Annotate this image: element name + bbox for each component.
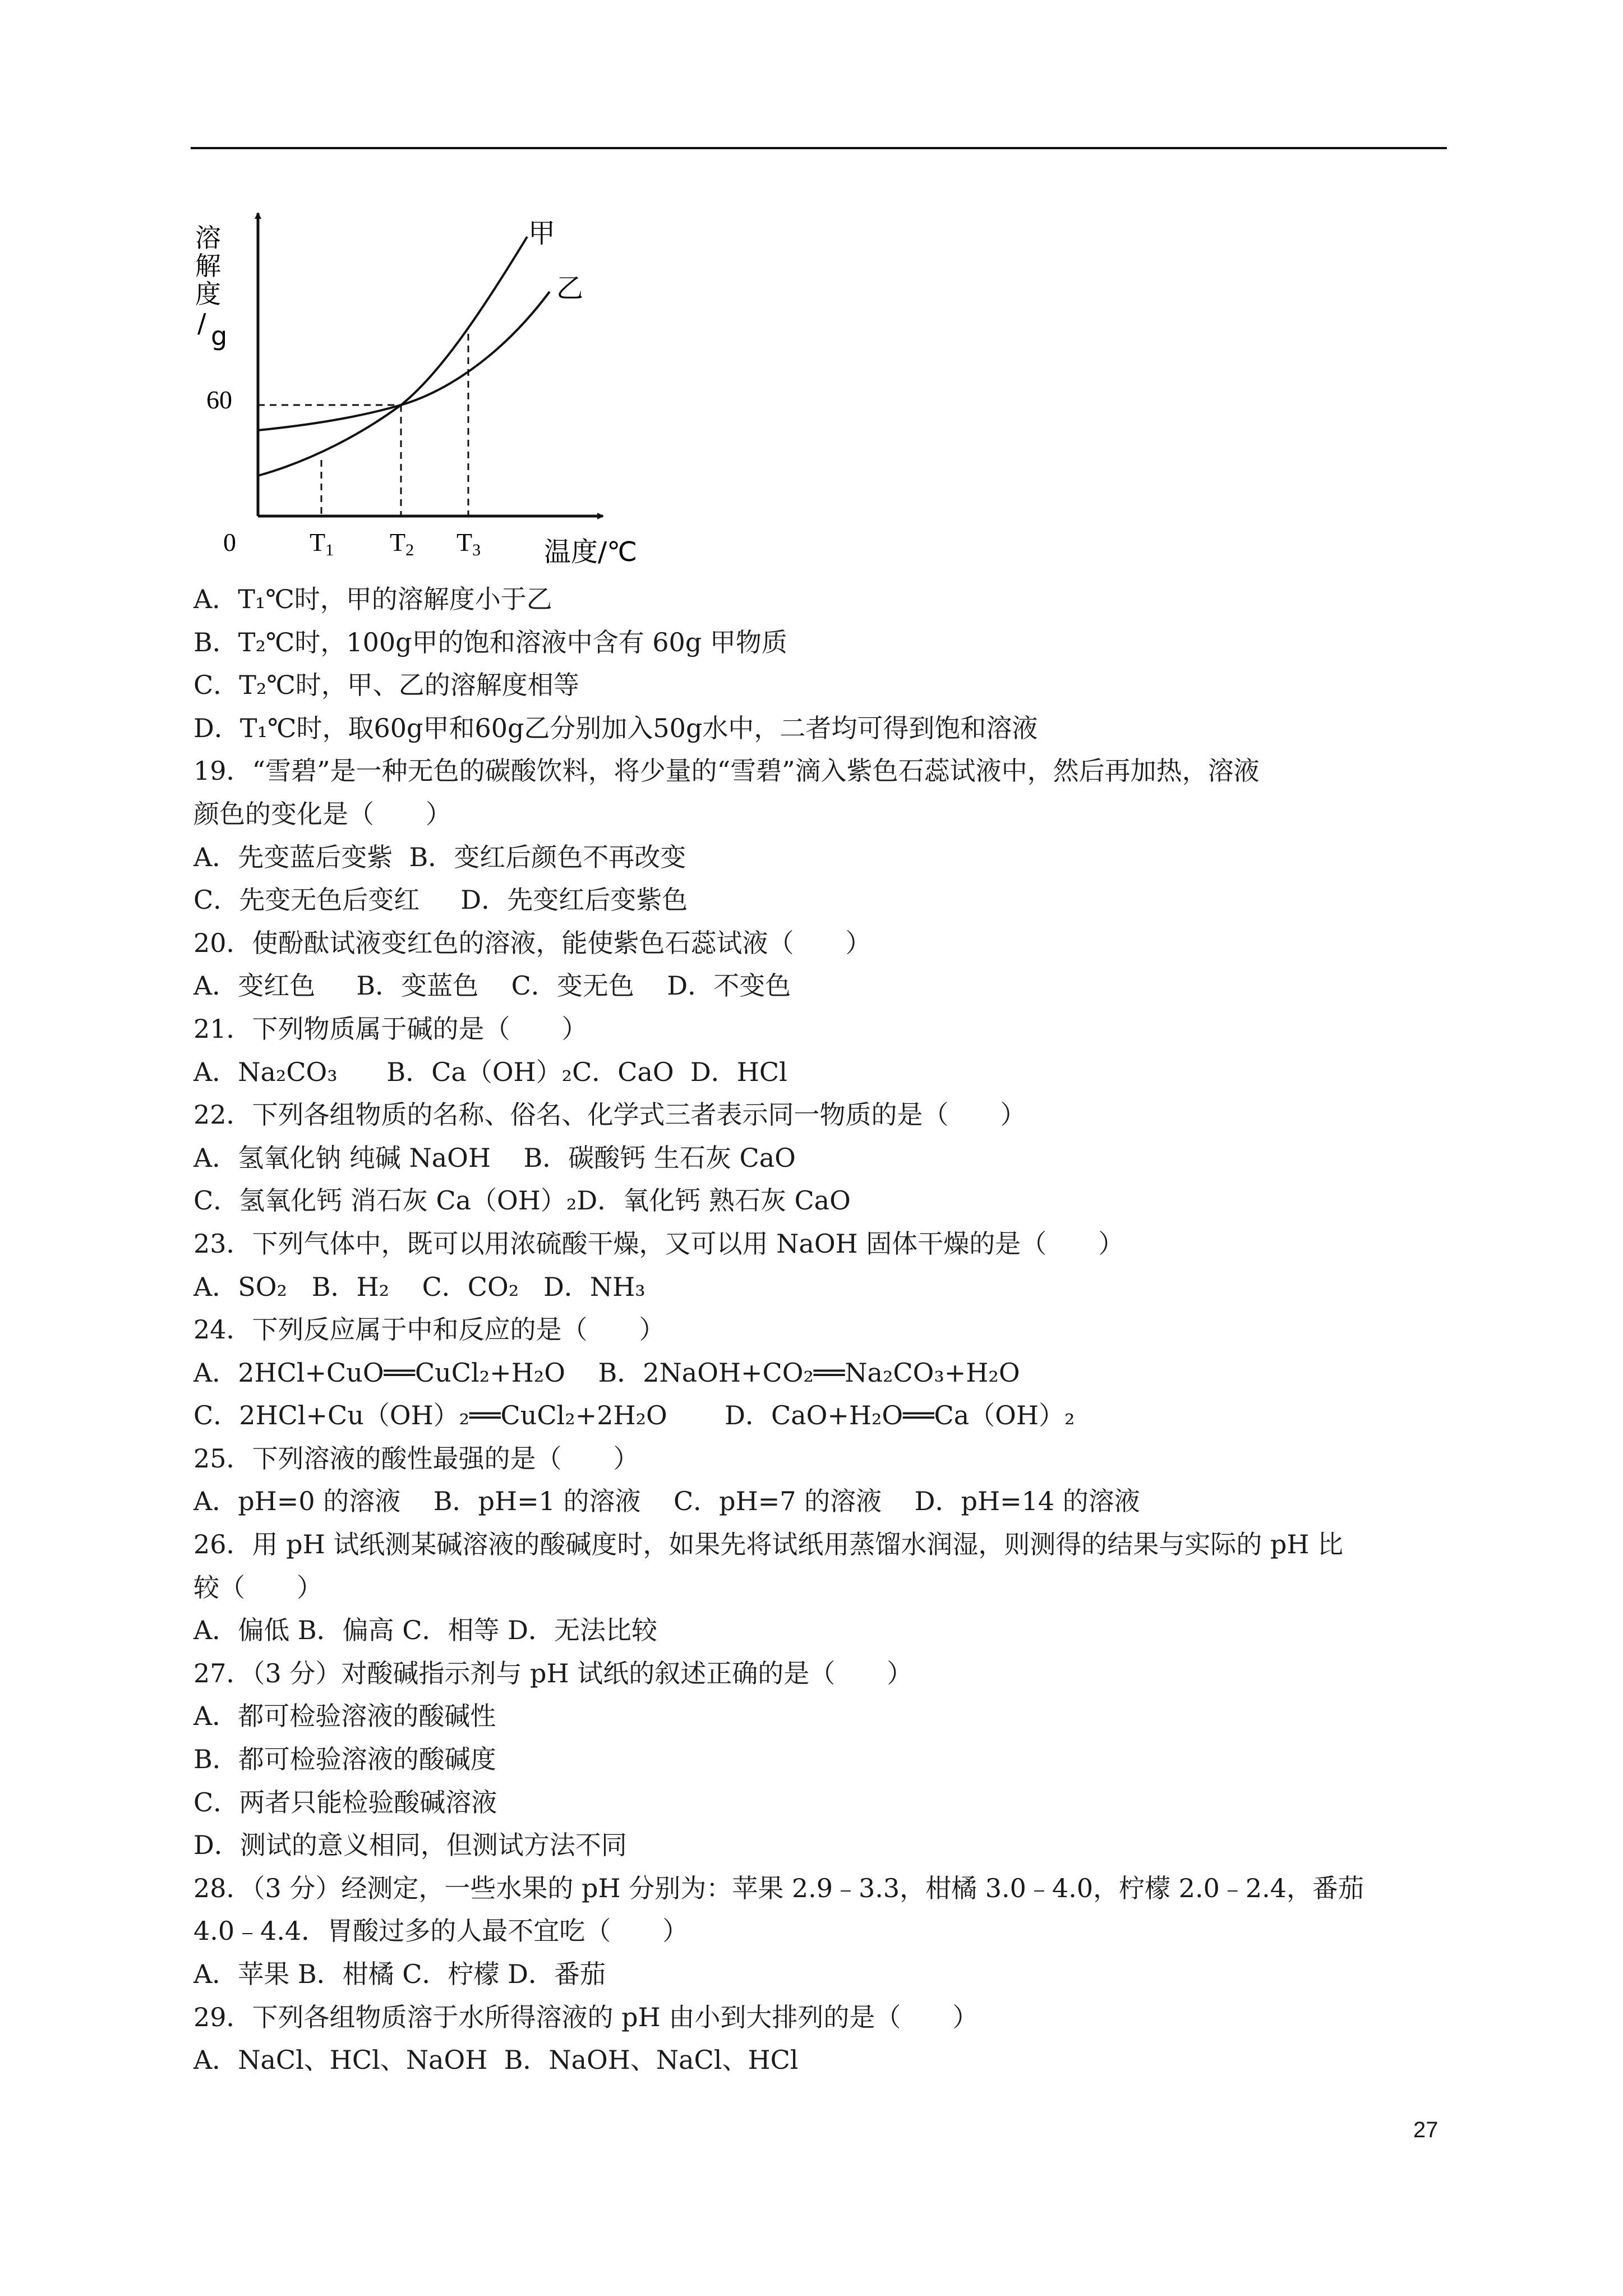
ylabel-char: / — [197, 308, 206, 338]
text-line: C．两者只能检验酸碱溶液 — [193, 1787, 497, 1818]
text-line: C．2HCl+Cu（OH）₂══CuCl₂+2H₂O D．CaO+H₂O══Ca（OH）₂ — [193, 1400, 1075, 1431]
x-tick-t3: T3 — [457, 528, 481, 559]
question-22: 22．下列各组物质的名称、俗名、化学式三者表示同一物质的是（ ） — [193, 1099, 1026, 1130]
question-20: 20．使酚酞试液变红色的溶液，能使紫色石蕊试液（ ） — [193, 927, 872, 958]
origin-label: 0 — [223, 528, 236, 556]
xlabel: 温度/℃ — [544, 536, 638, 568]
text-line: B．T₂℃时，100g甲的饱和溶液中含有 60g 甲物质 — [193, 627, 787, 657]
ylabel-char: 解 — [195, 251, 221, 281]
ylabel-char: 度 — [195, 279, 221, 309]
curve-yi — [258, 292, 550, 430]
curve-label-yi: 乙 — [556, 273, 584, 304]
text-line: 4.0﹣4.4．胃酸过多的人最不宜吃（ ） — [193, 1916, 689, 1947]
text-line: A．2HCl+CuO══CuCl₂+H₂O B．2NaOH+CO₂══Na₂CO₃+H₂O — [193, 1357, 1020, 1388]
question-23: 23．下列气体中，既可以用浓硫酸干燥，又可以用 NaOH 固体干燥的是（ ） — [193, 1228, 1124, 1259]
text-line: A．NaCl、HCl、NaOH B．NaOH、NaCl、HCl — [193, 2045, 799, 2076]
question-24: 24．下列反应属于中和反应的是（ ） — [193, 1314, 665, 1345]
ylabel-char: 溶 — [195, 223, 221, 253]
y-tick-60: 60 — [206, 385, 232, 414]
text-line: C．氢氧化钙 消石灰 Ca（OH）₂D．氧化钙 熟石灰 CaO — [193, 1185, 851, 1216]
ylabel-char: g — [211, 321, 228, 351]
question-text — [193, 578, 1450, 2082]
text-line: A．Na₂CO₃ B．Ca（OH）₂C．CaO D．HCl — [193, 1056, 787, 1087]
text-line: B．都可检验溶液的酸碱度 — [193, 1744, 496, 1775]
text-line: 较（ ） — [193, 1572, 322, 1603]
text-line: A．氢氧化钠 纯碱 NaOH B．碳酸钙 生石灰 CaO — [193, 1142, 796, 1173]
question-26: 26．用 pH 试纸测某碱溶液的酸碱度时，如果先将试纸用蒸馏水润湿，则测得的结果与实际的 pH 比 — [193, 1529, 1344, 1560]
question-29: 29．下列各组物质溶于水所得溶液的 pH 由小到大排列的是（ ） — [193, 2001, 979, 2032]
text-line: A．先变蓝后变紫 B．变红后颜色不再改变 — [193, 841, 686, 872]
text-line: A．苹果 B．柑橘 C．柠檬 D．番茄 — [193, 1959, 606, 1989]
question-28: 28．（3 分）经测定，一些水果的 pH 分别为：苹果 2.9﹣3.3，柑橘 3.0﹣4.0，柠檬 2.0﹣2.4，番茄 — [193, 1872, 1364, 1903]
question-27: 27．（3 分）对酸碱指示剂与 pH 试纸的叙述正确的是（ ） — [193, 1658, 913, 1688]
text-line: A．变红色 B．变蓝色 C．变无色 D．不变色 — [193, 970, 791, 1001]
text-line: C．T₂℃时，甲、乙的溶解度相等 — [193, 670, 579, 701]
x-tick-t1: T1 — [310, 528, 334, 559]
text-line: A．SO₂ B．H₂ C．CO₂ D．NH₃ — [193, 1271, 645, 1302]
question-19: 19．“雪碧”是一种无色的碳酸饮料，将少量的“雪碧”滴入紫色石蕊试液中，然后再加热，溶液 — [193, 756, 1260, 786]
curve-label-jia: 甲 — [528, 218, 556, 249]
question-21: 21．下列物质属于碱的是（ ） — [193, 1013, 588, 1044]
text-line: A．pH=0 的溶液 B．pH=1 的溶液 C．pH=7 的溶液 D．pH=14 的溶液 — [193, 1486, 1140, 1517]
text-line: 颜色的变化是（ ） — [193, 798, 451, 829]
text-line: D．测试的意义相同，但测试方法不同 — [193, 1830, 627, 1861]
header-rule — [191, 147, 1447, 149]
solubility-graph — [185, 208, 679, 572]
curve-jia — [258, 237, 527, 476]
page-number: 27 — [1413, 2118, 1438, 2142]
text-line: A．偏低 B．偏高 C．相等 D．无法比较 — [193, 1615, 657, 1646]
text-line: A．都可检验溶液的酸碱性 — [193, 1701, 496, 1732]
text-line: C．先变无色后变红 D．先变红后变紫色 — [193, 885, 688, 915]
x-tick-t2: T2 — [390, 528, 414, 559]
text-line: D．T₁℃时，取60g甲和60g乙分别加入50g水中，二者均可得到饱和溶液 — [193, 712, 1038, 743]
question-25: 25．下列溶液的酸性最强的是（ ） — [193, 1443, 639, 1474]
text-line: A．T₁℃时，甲的溶解度小于乙 — [193, 584, 552, 614]
